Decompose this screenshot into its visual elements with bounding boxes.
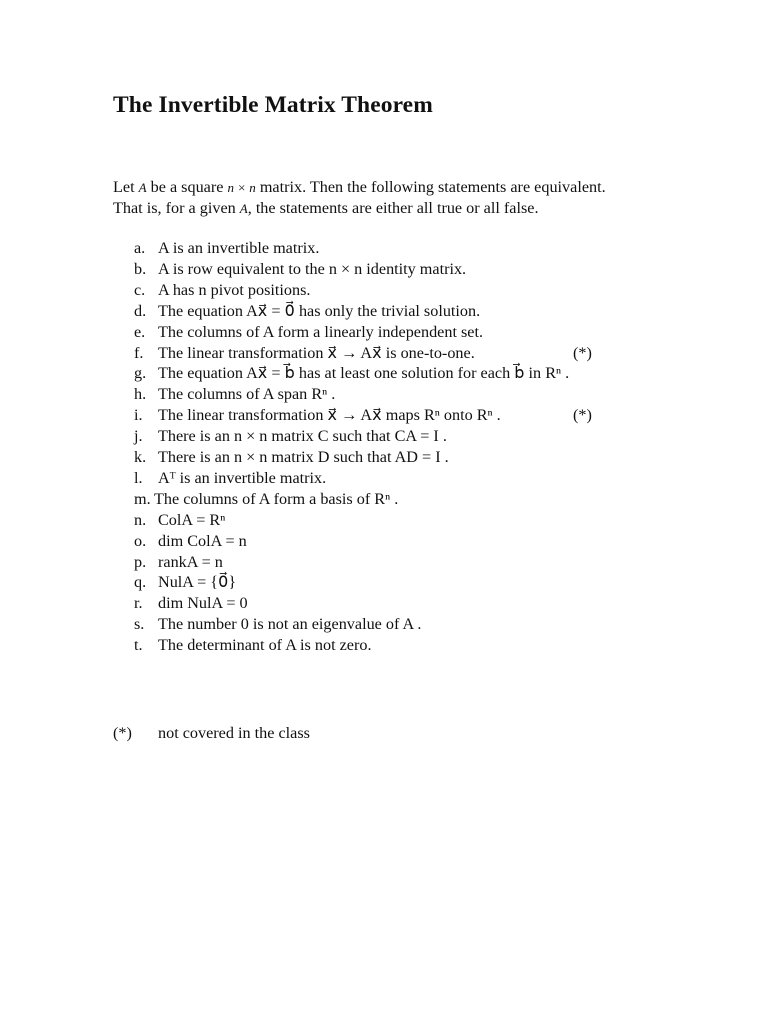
list-item-text: The columns of A span Rⁿ . <box>158 385 336 404</box>
list-item-text: The determinant of A is not zero. <box>158 636 372 655</box>
list-item-marker: o. <box>134 531 147 550</box>
list-item-text: Aᵀ is an invertible matrix. <box>158 468 327 487</box>
list-item-text: The columns of A form a linearly independent set. <box>158 322 484 341</box>
list-item-text: rankA = n <box>158 552 223 571</box>
footnote-marker: (*) <box>113 724 132 742</box>
list-item-marker: q. <box>134 573 147 592</box>
intro-text: Let <box>113 178 135 196</box>
list-item-text: There is an n × n matrix C such that CA = I . <box>158 427 447 446</box>
list-item-text: The number 0 is not an eigenvalue of A . <box>158 615 422 634</box>
list-item-text: The linear transformation x⃗ → Ax⃗ maps Rⁿ onto Rⁿ . <box>158 406 501 425</box>
list-item-marker: s. <box>134 615 145 634</box>
list-item-marker: f. <box>134 343 144 362</box>
list-item-marker: i. <box>134 406 143 425</box>
list-item-text: A has n pivot positions. <box>158 280 311 299</box>
intro-text: be a square <box>150 178 224 196</box>
list-item-note-marker: (*) <box>573 406 592 425</box>
intro-line-2 <box>113 198 693 219</box>
list-item-marker: e. <box>134 322 146 341</box>
list-item-text: The linear transformation x⃗ → Ax⃗ is one-to-one. <box>158 343 475 362</box>
intro-line-1 <box>113 177 693 198</box>
math-symbol: A <box>239 201 248 216</box>
list-item-marker: k. <box>134 448 147 466</box>
page-title: The Invertible Matrix Theorem <box>113 92 433 118</box>
list-item-text: NulA = {0⃗} <box>158 573 237 592</box>
list-item-marker: p. <box>134 552 147 571</box>
list-item-marker: t. <box>134 636 143 655</box>
intro-text: That is, for a given <box>113 199 236 217</box>
list-item-text: ColA = Rⁿ <box>158 510 226 529</box>
footnote-text: not covered in the class <box>158 724 310 742</box>
list-item-marker: c. <box>134 280 146 299</box>
math-symbol: A <box>138 180 147 195</box>
list-item-marker: r. <box>134 594 143 613</box>
list-item-text: The equation Ax⃗ = 0⃗ has only the trivial solution. <box>158 301 481 320</box>
list-item-marker: h. <box>134 385 147 404</box>
list-item-text: There is an n × n matrix D such that AD = I . <box>158 448 449 466</box>
intro-text: , the statements are either all true or all false. <box>247 199 539 217</box>
list-item-text: The equation Ax⃗ = b⃗ has at least one solution for each b⃗ in Rⁿ . <box>158 364 570 383</box>
list-item-marker: d. <box>134 301 147 320</box>
intro-text: matrix. Then the following statements are equivalent. <box>259 178 606 196</box>
list-item-text: A is an invertible matrix. <box>158 239 320 257</box>
list-item-marker: b. <box>134 259 147 278</box>
list-item-marker: n. <box>134 510 147 529</box>
intro-paragraph <box>113 177 693 219</box>
list-item-text: The columns of A form a basis of Rⁿ . <box>154 489 399 508</box>
list-item-text: dim ColA = n <box>158 531 247 550</box>
math-symbol: n × n <box>227 180 256 195</box>
list-item-marker: j. <box>134 427 143 446</box>
list-item-marker: m. <box>134 489 151 508</box>
list-item-marker: g. <box>134 364 147 383</box>
list-item-text: A is row equivalent to the n × n identity matrix. <box>158 259 467 278</box>
list-item-marker: a. <box>134 239 146 257</box>
list-item-note-marker: (*) <box>573 343 592 362</box>
list-item-text: dim NulA = 0 <box>158 594 248 613</box>
list-item-marker: l. <box>134 468 143 487</box>
